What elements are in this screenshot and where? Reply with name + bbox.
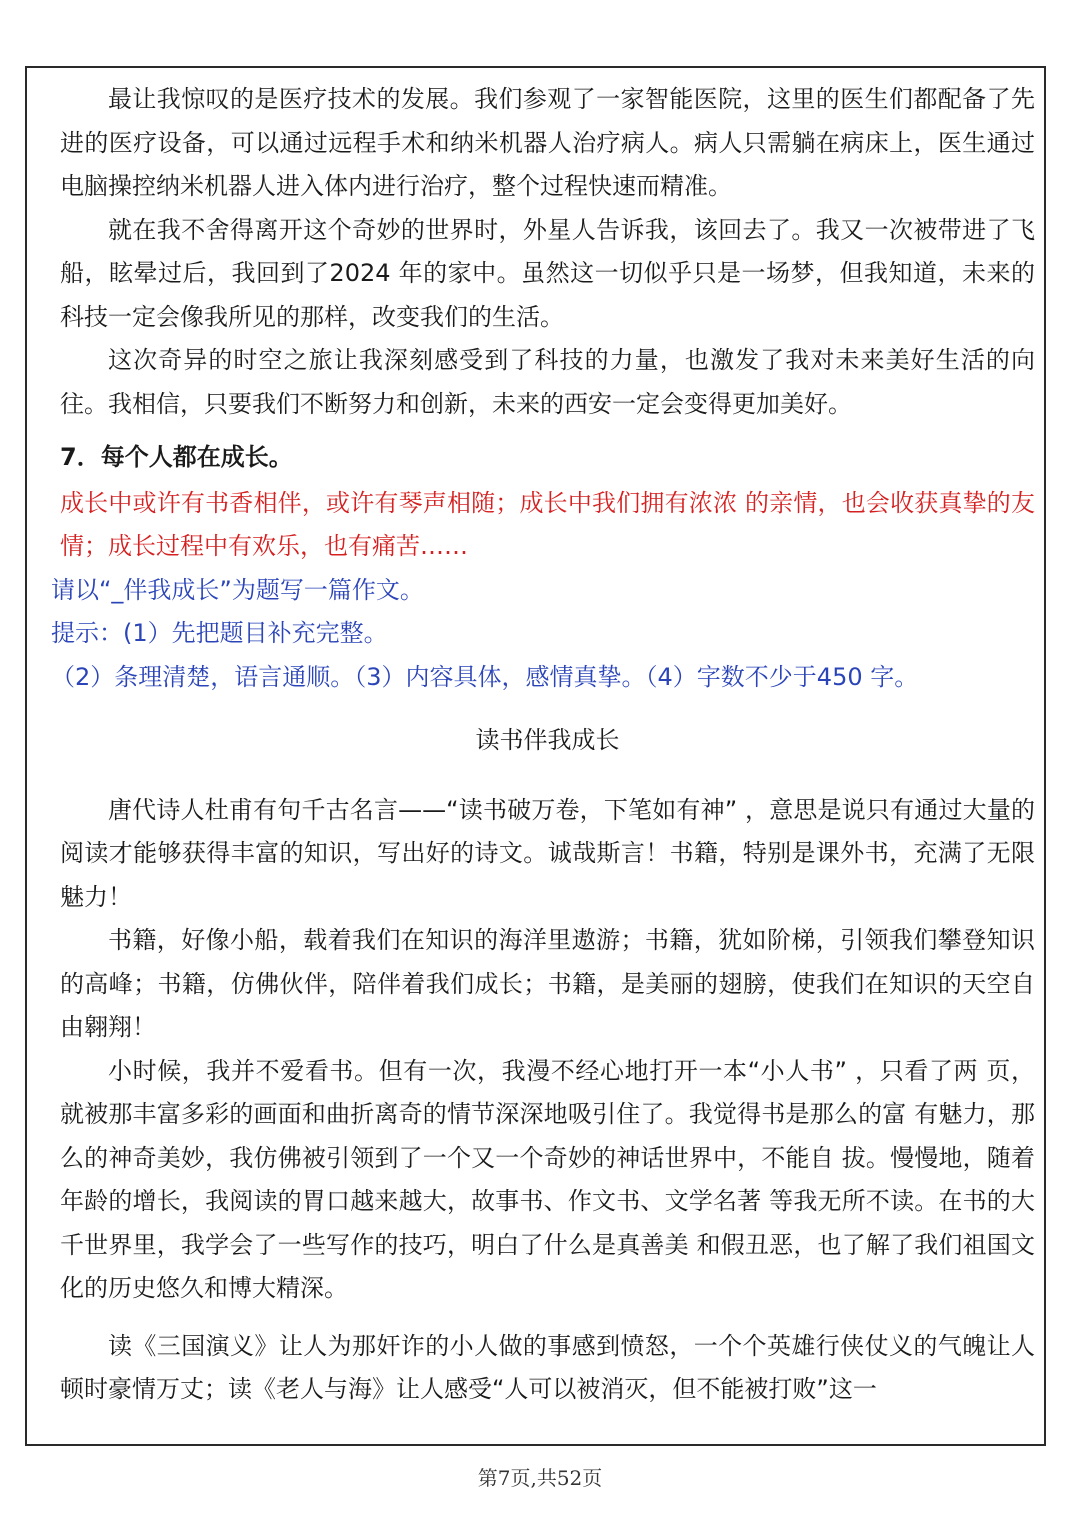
essay-title: 读书伴我成长 bbox=[475, 726, 620, 754]
essay-paragraph-3: 小时候，我并不爱看书。但有一次，我漫不经心地打开一本“小人书” ，只看了两 页，就被那丰富多彩的画面和曲折离奇的情节深深地吸引住了。我觉得书是那么的富 有魅力，那么的神奇美妙，我仿佛被引领到了一个又一个奇妙的神话世界中，不能自 拔。慢慢地，随着年龄的增长，我阅读的胃口越来越大，故事书、作文书、文学名著 等我无所不读。在书的大千世界里，我学会了一些写作的技巧，明白了什么是真善美 和假丑恶，也了解了我们祖国文化的历史悠久和博大精深。 bbox=[60, 1056, 1035, 1302]
section-heading: 7．每个人都在成长。 bbox=[60, 443, 293, 471]
prev-essay-paragraph-1: 最让我惊叹的是医疗技术的发展。我们参观了一家智能医院，这里的医生们都配备了先进的医疗设备，可以通过远程手术和纳米机器人治疗病人。病人只需躺在病床上，医生通过电脑操控纳米机器人进入体内进行治疗，整个过程快速而精准。 bbox=[60, 85, 1035, 200]
essay-paragraph-2: 书籍，好像小船，载着我们在知识的海洋里遨游；书籍，犹如阶梯，引领我们攀登知识的高峰；书籍，仿佛伙伴，陪伴着我们成长；书籍，是美丽的翅膀，使我们在知识的天空自由翱翔！ bbox=[60, 926, 1035, 1041]
document-body bbox=[51, 78, 1035, 1412]
writing-hint-2: （2）条理清楚，语言通顺。（3）内容具体，感情真挚。（4）字数不少于450 字。 bbox=[51, 662, 919, 691]
writing-hint-1: 提示：(1）先把题目补充完整。 bbox=[51, 619, 388, 647]
prev-essay-paragraph-3: 这次奇异的时空之旅让我深刻感受到了科技的力量，也激发了我对未来美好生活的向往。我相信，只要我们不断努力和创新，未来的西安一定会变得更加美好。 bbox=[60, 346, 1035, 418]
writing-prompt-text: 成长中或许有书香相伴，或许有琴声相随；成长中我们拥有浓浓 的亲情，也会收获真挚的友情；成长过程中有欢乐，也有痛苦…… bbox=[60, 488, 1035, 560]
prev-essay-paragraph-2: 就在我不舍得离开这个奇妙的世界时，外星人告诉我，该回去了。我又一次被带进了飞船，眩晕过后，我回到了2024 年的家中。虽然这一切似乎只是一场梦，但我知道，未来的科技一定会像我所见的那样，改变我们的生活。 bbox=[60, 215, 1035, 331]
essay-paragraph-1: 唐代诗人杜甫有句千古名言——“读书破万卷，下笔如有神” ，意思是说只有通过大量的阅读才能够获得丰富的知识，写出好的诗文。诚哉斯言！书籍，特别是课外书，充满了无限魅力！ bbox=[60, 795, 1035, 911]
page-number: 第7页,共52页 bbox=[477, 1466, 603, 1490]
essay-paragraph-4: 读《三国演义》让人为那奸诈的小人做的事感到愤怒，一个个英雄行侠仗义的气魄让人顿时豪情万丈；读《老人与海》让人感受“人可以被消灭，但不能被打败”这一 bbox=[60, 1331, 1035, 1403]
writing-instruction: 请以“_伴我成长”为题写一篇作文。 bbox=[51, 575, 424, 604]
